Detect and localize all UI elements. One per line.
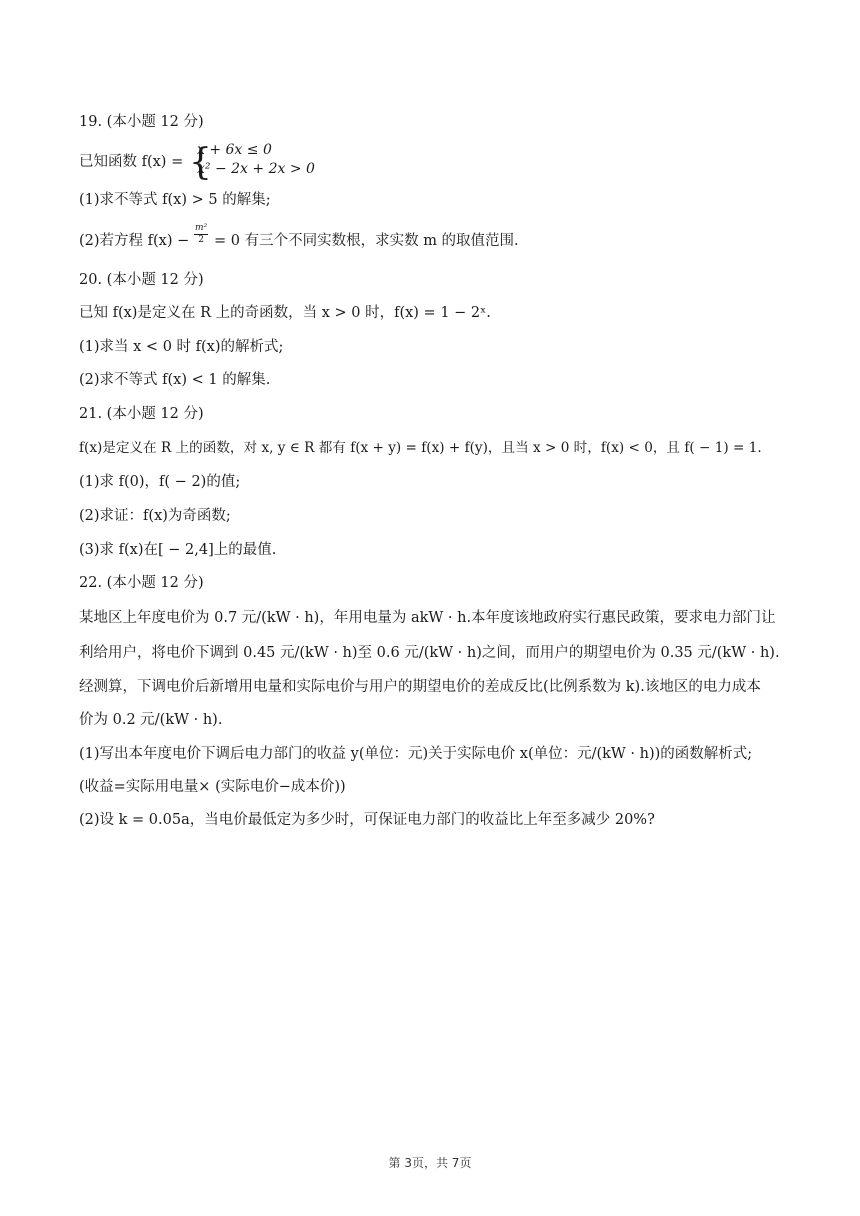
- fraction-denominator: 2: [198, 235, 204, 245]
- q20-part2: (2)求不等式 f(x) < 1 的解集.: [79, 372, 271, 388]
- q21-part2: (2)求证：f(x)为奇函数;: [79, 508, 231, 524]
- q21-stem: f(x)是定义在 R 上的函数，对 x, y ∈ R 都有 f(x + y) = f(x) + f(y)，且当 x > 0 时，f(x) < 0，且 f( − 1) = 1.: [79, 440, 762, 456]
- q19-part2-b: = 0 有三个不同实数根，求实数 m 的取值范围.: [214, 233, 519, 249]
- q21-part3: (3)求 f(x)在[ − 2,4]上的最值.: [79, 542, 277, 558]
- q22-part1: (1)写出本年度电价下调后电力部门的收益 y(单位：元)关于实际电价 x(单位：元/(kW · h))的函数解析式;: [79, 746, 753, 762]
- q22-header: 22. (本小题 12 分): [79, 575, 204, 591]
- q22-stem-line4: 价为 0.2 元/(kW · h).: [79, 712, 223, 728]
- q22-stem-line3: 经测算，下调电价后新增用电量和实际电价与用户的期望电价的差成反比(比例系数为 k).该地区的电力成本: [79, 679, 761, 695]
- q19-intro: 已知函数 f(x) =: [79, 154, 184, 170]
- page-footer: 第 3页，共 7页: [388, 1156, 472, 1170]
- q20-header: 20. (本小题 12 分): [79, 272, 204, 288]
- q21-header: 21. (本小题 12 分): [79, 406, 204, 422]
- q19-case-2: x² − 2x + 2x > 0: [197, 161, 315, 177]
- q21-part1: (1)求 f(0)，f( − 2)的值;: [79, 474, 241, 490]
- q22-part2: (2)设 k = 0.05a，当电价最低定为多少时，可保证电力部门的收益比上年至多减少 20%?: [79, 812, 655, 828]
- fraction-m2-over-2: [194, 223, 208, 246]
- q19-header: 19. (本小题 12 分): [79, 114, 204, 130]
- piecewise-brace: {: [189, 142, 212, 183]
- q22-stem-line2: 利给用户，将电价下调到 0.45 元/(kW · h)至 0.6 元/(kW · h)之间，而用户的期望电价为 0.35 元/(kW · h).: [79, 645, 780, 661]
- q22-part1-note: (收益=实际用电量× (实际电价−成本价)): [79, 779, 346, 795]
- q20-stem: 已知 f(x)是定义在 R 上的奇函数，当 x > 0 时，f(x) = 1 − 2ˣ.: [79, 305, 491, 321]
- q22-stem-line1: 某地区上年度电价为 0.7 元/(kW · h)，年用电量为 akW · h.本年度该地政府实行惠民政策，要求电力部门让: [79, 610, 776, 626]
- q19-part1: (1)求不等式 f(x) > 5 的解集;: [79, 192, 271, 208]
- q19-part2-a: (2)若方程 f(x) −: [79, 233, 190, 249]
- q20-part1: (1)求当 x < 0 时 f(x)的解析式;: [79, 339, 284, 355]
- q19-case-1: x + 6x ≤ 0: [197, 142, 272, 158]
- fraction-numerator: m²: [195, 223, 208, 233]
